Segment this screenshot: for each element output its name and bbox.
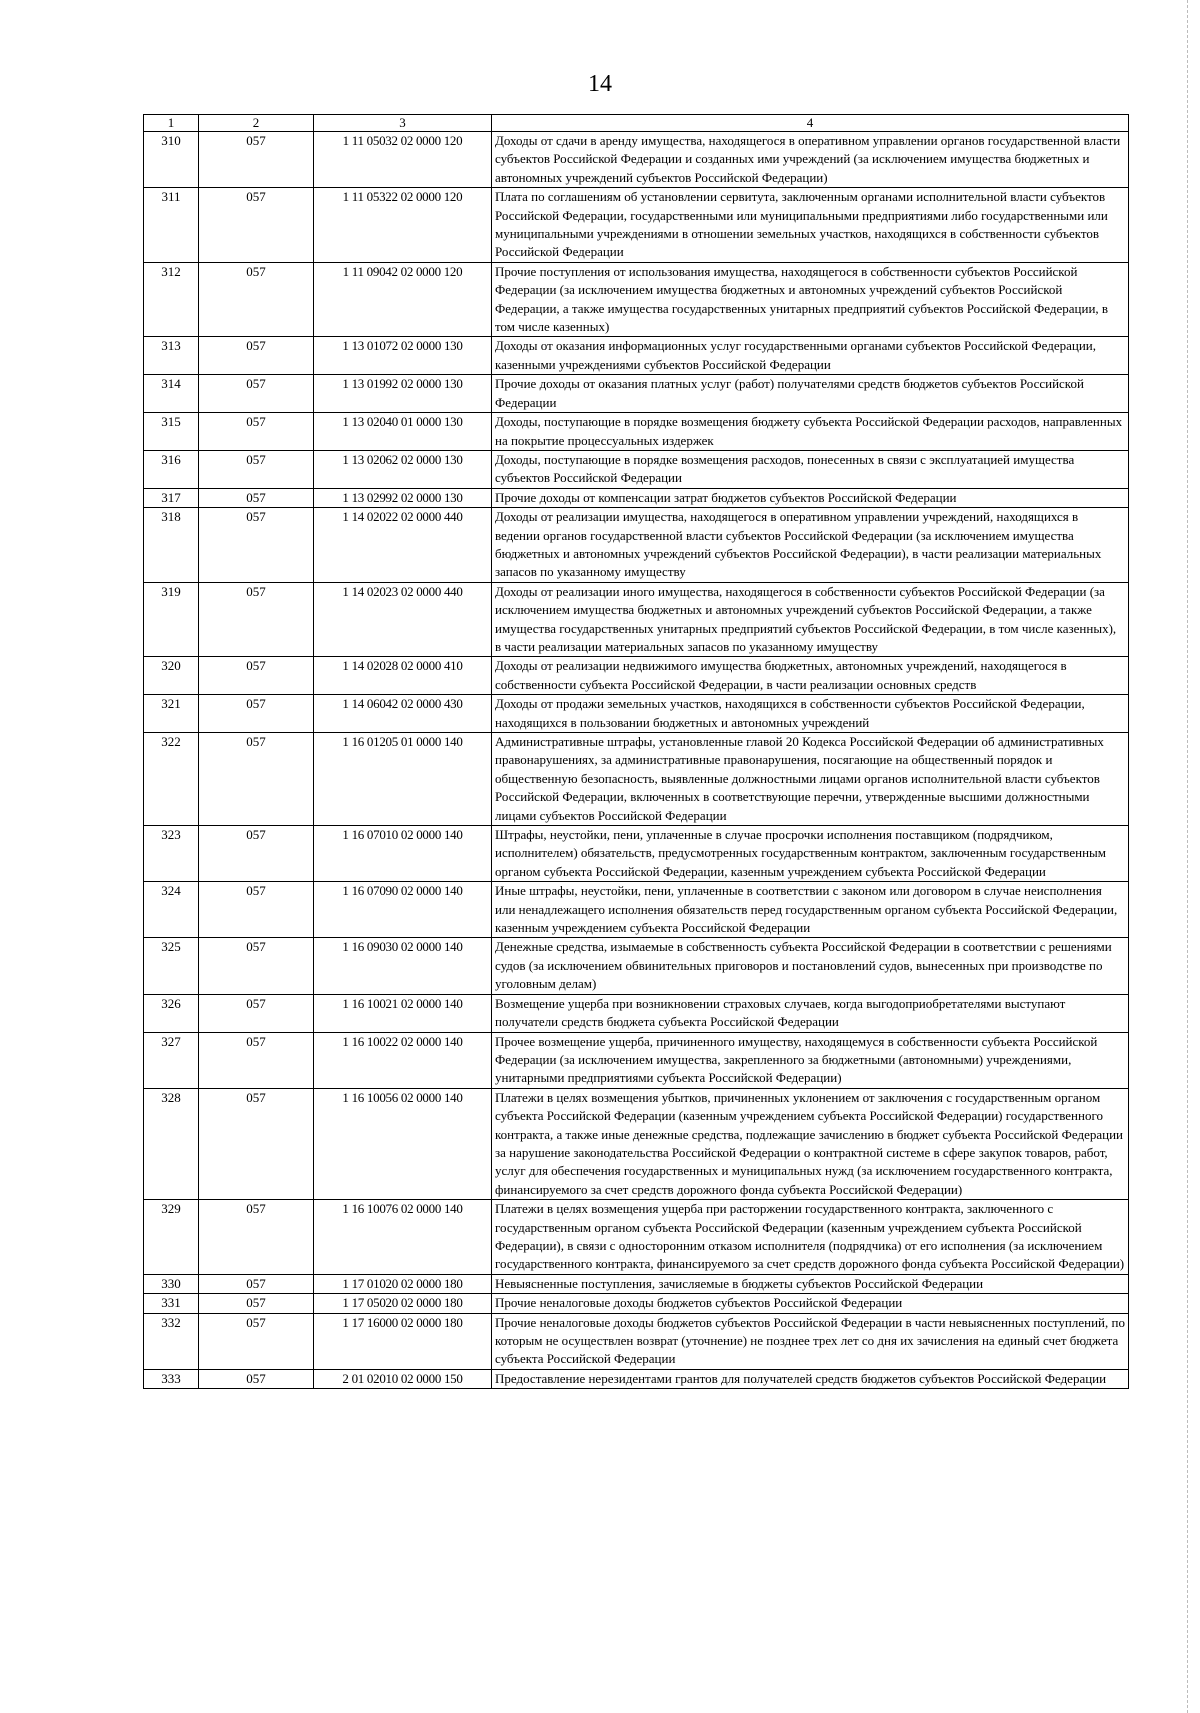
row-number-cell: 331	[144, 1294, 199, 1313]
budget-classification-code-cell: 1 13 01992 02 0000 130	[314, 375, 492, 413]
row-number-cell: 310	[144, 132, 199, 188]
admin-code-cell: 057	[199, 938, 314, 994]
revenue-description-cell: Возмещение ущерба при возникновении страховых случаев, когда выгодоприобретателями выступают получатели средств бюджета субъекта Российской Федерации	[492, 994, 1129, 1032]
revenue-description-cell: Прочие неналоговые доходы бюджетов субъектов Российской Федерации в части невыясненных поступлений, по которым не осуществлен возврат (уточнение) не позднее трех лет со дня их зачисления на единый счет бюджета субъекта Российской Федерации	[492, 1313, 1129, 1369]
row-number-cell: 328	[144, 1088, 199, 1199]
revenue-description-cell: Прочие неналоговые доходы бюджетов субъектов Российской Федерации	[492, 1294, 1129, 1313]
admin-code-cell: 057	[199, 695, 314, 733]
table-row	[144, 413, 1129, 451]
table-row	[144, 1088, 1129, 1199]
admin-code-cell: 057	[199, 1313, 314, 1369]
budget-classification-code-cell: 1 16 10056 02 0000 140	[314, 1088, 492, 1199]
budget-classification-code-cell: 1 11 05322 02 0000 120	[314, 188, 492, 263]
row-number-cell: 329	[144, 1200, 199, 1275]
admin-code-cell: 057	[199, 1032, 314, 1088]
row-number-cell: 314	[144, 375, 199, 413]
table-row	[144, 188, 1129, 263]
revenue-description-cell: Доходы, поступающие в порядке возмещения бюджету субъекта Российской Федерации расходов, направленных на покрытие процессуальных издержек	[492, 413, 1129, 451]
revenue-description-cell: Прочее возмещение ущерба, причиненного имуществу, находящемуся в собственности субъекта Российской Федерации (за исключением имущества, закрепленного за бюджетными (автономными) учреждениями, унитарными предприятиями субъекта Российской Федерации)	[492, 1032, 1129, 1088]
budget-classification-code-cell: 1 13 02992 02 0000 130	[314, 488, 492, 507]
revenue-description-cell: Иные штрафы, неустойки, пени, уплаченные в соответствии с законом или договором в случае неисполнения или ненадлежащего исполнения обязательств перед государственным органом субъекта Российской Федерации, казенным учреждением субъекта Российской Федерации	[492, 882, 1129, 938]
admin-code-cell: 057	[199, 826, 314, 882]
admin-code-cell: 057	[199, 188, 314, 263]
table-row	[144, 337, 1129, 375]
row-number-cell: 330	[144, 1274, 199, 1293]
table-row	[144, 450, 1129, 488]
admin-code-cell: 057	[199, 582, 314, 657]
row-number-cell: 326	[144, 994, 199, 1032]
scan-edge	[1187, 0, 1200, 1713]
admin-code-cell: 057	[199, 488, 314, 507]
admin-code-cell: 057	[199, 882, 314, 938]
admin-code-cell: 057	[199, 733, 314, 826]
table-row	[144, 132, 1129, 188]
admin-code-cell: 057	[199, 1088, 314, 1199]
admin-code-cell: 057	[199, 1294, 314, 1313]
table-row	[144, 1313, 1129, 1369]
revenue-description-cell: Прочие доходы от оказания платных услуг (работ) получателями средств бюджетов субъектов Российской Федерации	[492, 375, 1129, 413]
table-row	[144, 375, 1129, 413]
budget-classification-code-cell: 1 14 06042 02 0000 430	[314, 695, 492, 733]
budget-classification-code-cell: 1 13 02062 02 0000 130	[314, 450, 492, 488]
row-number-cell: 315	[144, 413, 199, 451]
table-row	[144, 882, 1129, 938]
row-number-cell: 324	[144, 882, 199, 938]
row-number-cell: 319	[144, 582, 199, 657]
admin-code-cell: 057	[199, 337, 314, 375]
table-row	[144, 488, 1129, 507]
budget-classification-code-cell: 1 16 01205 01 0000 140	[314, 733, 492, 826]
table-row	[144, 826, 1129, 882]
row-number-cell: 312	[144, 262, 199, 337]
budget-classification-code-cell: 1 14 02028 02 0000 410	[314, 657, 492, 695]
column-header-3: 3	[314, 115, 492, 132]
table-row	[144, 582, 1129, 657]
revenue-description-cell: Прочие поступления от использования имущества, находящегося в собственности субъектов Российской Федерации (за исключением имущества бюджетных и автономных учреждений субъектов Российской Федерации, а также имущества государственных унитарных предприятий субъектов Российской Федерации, в том числе казенных)	[492, 262, 1129, 337]
admin-code-cell: 057	[199, 1274, 314, 1293]
table-row	[144, 262, 1129, 337]
admin-code-cell: 057	[199, 1369, 314, 1388]
revenue-description-cell: Предоставление нерезидентами грантов для получателей средств бюджетов субъектов Российской Федерации	[492, 1369, 1129, 1388]
revenue-description-cell: Доходы, поступающие в порядке возмещения расходов, понесенных в связи с эксплуатацией имущества субъектов Российской Федерации	[492, 450, 1129, 488]
budget-classification-code-cell: 1 16 09030 02 0000 140	[314, 938, 492, 994]
revenue-description-cell: Доходы от реализации иного имущества, находящегося в собственности субъектов Российской Федерации (за исключением имущества бюджетных и автономных учреждений субъектов Российской Федерации, а также имущества государственных унитарных предприятий субъектов Российской Федерации, в том числе казенных), в части реализации материальных запасов по указанному имуществу	[492, 582, 1129, 657]
row-number-cell: 321	[144, 695, 199, 733]
admin-code-cell: 057	[199, 657, 314, 695]
table-row	[144, 1369, 1129, 1388]
revenue-description-cell: Плата по соглашениям об установлении сервитута, заключенным органами исполнительной власти субъектов Российской Федерации, государственными или муниципальными предприятиями либо государственными или муниципальными учреждениями в отношении земельных участков, находящихся в собственности субъектов Российской Федерации	[492, 188, 1129, 263]
row-number-cell: 320	[144, 657, 199, 695]
column-header-2: 2	[199, 115, 314, 132]
table-row	[144, 1274, 1129, 1293]
table-row	[144, 1294, 1129, 1313]
budget-classification-code-cell: 1 14 02022 02 0000 440	[314, 508, 492, 583]
revenue-description-cell: Доходы от реализации имущества, находящегося в оперативном управлении учреждений, находящихся в ведении органов государственной власти субъектов Российской Федерации (за исключением имущества бюджетных и автономных учреждений субъектов Российской Федерации), в части реализации материальных запасов по указанному имуществу	[492, 508, 1129, 583]
row-number-cell: 316	[144, 450, 199, 488]
admin-code-cell: 057	[199, 375, 314, 413]
revenue-description-cell: Доходы от оказания информационных услуг государственными органами субъектов Российской Федерации, казенными учреждениями субъектов Российской Федерации	[492, 337, 1129, 375]
table-row	[144, 508, 1129, 583]
admin-code-cell: 057	[199, 508, 314, 583]
table-row	[144, 695, 1129, 733]
budget-classification-code-cell: 1 11 09042 02 0000 120	[314, 262, 492, 337]
table-row	[144, 1032, 1129, 1088]
budget-classification-code-cell: 1 17 01020 02 0000 180	[314, 1274, 492, 1293]
admin-code-cell: 057	[199, 132, 314, 188]
table-row	[144, 733, 1129, 826]
row-number-cell: 318	[144, 508, 199, 583]
revenue-description-cell: Платежи в целях возмещения убытков, причиненных уклонением от заключения с государственным органом субъекта Российской Федерации (казенным учреждением субъекта Российской Федерации) государственного контракта, а также иные денежные средства, подлежащие зачислению в бюджет субъекта Российской Федерации за нарушение законодательства Российской Федерации о контрактной системе в сфере закупок товаров, работ, услуг для обеспечения государственных и муниципальных нужд (за исключением государственного контракта, финансируемого за счет средств дорожного фонда субъекта Российской Федерации)	[492, 1088, 1129, 1199]
budget-classification-code-cell: 2 01 02010 02 0000 150	[314, 1369, 492, 1388]
budget-classification-code-cell: 1 14 02023 02 0000 440	[314, 582, 492, 657]
revenue-description-cell: Платежи в целях возмещения ущерба при расторжении государственного контракта, заключенного с государственным органом субъекта Российской Федерации (казенным учреждением субъекта Российской Федерации), в связи с односторонним отказом исполнителя (подрядчика) от его исполнения (за исключением государственного контракта, финансируемого за счет средств дорожного фонда субъекта Российской Федерации)	[492, 1200, 1129, 1275]
budget-classification-code-cell: 1 16 10022 02 0000 140	[314, 1032, 492, 1088]
row-number-cell: 311	[144, 188, 199, 263]
page-number: 14	[588, 71, 612, 97]
column-header-4: 4	[492, 115, 1129, 132]
row-number-cell: 313	[144, 337, 199, 375]
budget-classification-code-cell: 1 16 10076 02 0000 140	[314, 1200, 492, 1275]
budget-classification-code-cell: 1 16 07010 02 0000 140	[314, 826, 492, 882]
revenue-description-cell: Денежные средства, изымаемые в собственность субъекта Российской Федерации в соответствии с решениями судов (за исключением обвинительных приговоров и постановлений судов, вынесенных при производстве по уголовным делам)	[492, 938, 1129, 994]
revenue-description-cell: Доходы от реализации недвижимого имущества бюджетных, автономных учреждений, находящегося в собственности субъекта Российской Федерации, в части реализации основных средств	[492, 657, 1129, 695]
budget-classification-code-cell: 1 11 05032 02 0000 120	[314, 132, 492, 188]
row-number-cell: 322	[144, 733, 199, 826]
row-number-cell: 332	[144, 1313, 199, 1369]
row-number-cell: 333	[144, 1369, 199, 1388]
budget-classification-code-cell: 1 16 07090 02 0000 140	[314, 882, 492, 938]
budget-classification-code-cell: 1 13 01072 02 0000 130	[314, 337, 492, 375]
table-row	[144, 1200, 1129, 1275]
table-row	[144, 994, 1129, 1032]
revenue-description-cell: Прочие доходы от компенсации затрат бюджетов субъектов Российской Федерации	[492, 488, 1129, 507]
revenue-description-cell: Невыясненные поступления, зачисляемые в бюджеты субъектов Российской Федерации	[492, 1274, 1129, 1293]
table-header-row	[144, 115, 1129, 132]
revenue-codes-table	[143, 114, 1129, 1389]
revenue-description-cell: Штрафы, неустойки, пени, уплаченные в случае просрочки исполнения поставщиком (подрядчиком, исполнителем) обязательств, предусмотренных государственным контрактом, заключенным государственным органом субъекта Российской Федерации, казенным учреждением субъекта Российской Федерации	[492, 826, 1129, 882]
admin-code-cell: 057	[199, 413, 314, 451]
revenue-description-cell: Административные штрафы, установленные главой 20 Кодекса Российской Федерации об административных правонарушениях, за административные правонарушения, посягающие на общественный порядок и общественную безопасность, выявленные должностными лицами органов исполнительной власти субъектов Российской Федерации, включенных в соответствующие перечни, утвержденные высшими должностными лицами субъектов Российской Федерации	[492, 733, 1129, 826]
row-number-cell: 327	[144, 1032, 199, 1088]
admin-code-cell: 057	[199, 1200, 314, 1275]
budget-classification-code-cell: 1 16 10021 02 0000 140	[314, 994, 492, 1032]
admin-code-cell: 057	[199, 994, 314, 1032]
revenue-description-cell: Доходы от сдачи в аренду имущества, находящегося в оперативном управлении органов государственной власти субъектов Российской Федерации и созданных ими учреждений (за исключением имущества бюджетных и автономных учреждений субъектов Российской Федерации)	[492, 132, 1129, 188]
admin-code-cell: 057	[199, 450, 314, 488]
admin-code-cell: 057	[199, 262, 314, 337]
budget-classification-code-cell: 1 17 05020 02 0000 180	[314, 1294, 492, 1313]
row-number-cell: 317	[144, 488, 199, 507]
table-row	[144, 657, 1129, 695]
row-number-cell: 325	[144, 938, 199, 994]
revenue-description-cell: Доходы от продажи земельных участков, находящихся в собственности субъектов Российской Федерации, находящихся в пользовании бюджетных и автономных учреждений	[492, 695, 1129, 733]
column-header-1: 1	[144, 115, 199, 132]
row-number-cell: 323	[144, 826, 199, 882]
budget-classification-code-cell: 1 13 02040 01 0000 130	[314, 413, 492, 451]
table-row	[144, 938, 1129, 994]
budget-classification-code-cell: 1 17 16000 02 0000 180	[314, 1313, 492, 1369]
